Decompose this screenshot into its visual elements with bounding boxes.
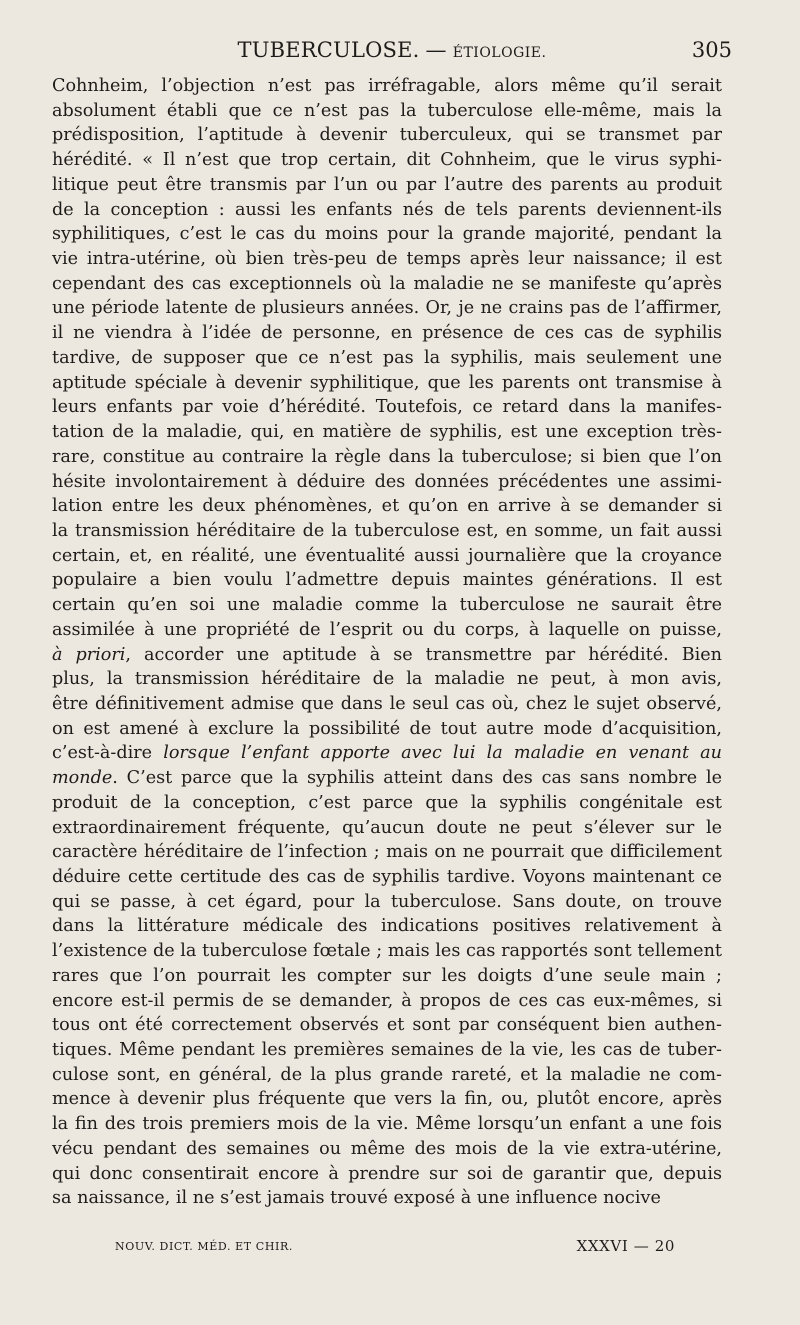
text-line: être définitivement admise que dans le seul cas où, chez le sujet observé, bbox=[52, 693, 722, 714]
footer bbox=[115, 1237, 675, 1257]
running-title bbox=[52, 38, 732, 62]
text-line: qui se passe, à cet égard, pour la tuberculose. Sans doute, on trouve bbox=[52, 891, 722, 912]
text-line: hérédité. « Il n’est que trop certain, dit Cohnheim, que le virus syphi- bbox=[52, 150, 722, 171]
text-line: extraordinairement fréquente, qu’aucun doute ne peut s’élever sur le bbox=[52, 817, 722, 838]
text-line: produit de la conception, c’est parce que la syphilis congénitale est bbox=[52, 792, 722, 813]
text-line: populaire a bien voulu l’admettre depuis maintes générations. Il est bbox=[52, 570, 722, 591]
text-line: vie intra-utérine, où bien très-peu de temps après leur naissance; il est bbox=[52, 249, 722, 270]
text-line: aptitude spéciale à devenir syphilitique, que les parents ont transmise à bbox=[52, 372, 722, 393]
italic-text: monde bbox=[52, 768, 113, 789]
text-line: tiques. Même pendant les premières semaines de la vie, les cas de tuber- bbox=[52, 1040, 722, 1061]
italic-text: à priori bbox=[52, 644, 126, 665]
text-line: culose sont, en général, de la plus grande rareté, et la maladie ne com- bbox=[52, 1064, 722, 1085]
text-line: syphilitiques, c’est le cas du moins pour la grande majorité, pendant la bbox=[52, 224, 722, 245]
text-line bbox=[52, 766, 722, 791]
text-line: de la conception : aussi les enfants nés de tels parents deviennent-ils bbox=[52, 199, 722, 220]
running-header bbox=[52, 34, 732, 68]
text-line: lation entre les deux phénomènes, et qu’on en arrive à se demander si bbox=[52, 496, 722, 517]
text-line: encore est-il permis de se demander, à propos de ces cas eux-mêmes, si bbox=[52, 990, 722, 1011]
text-line: prédisposition, l’aptitude à devenir tuberculeux, qui se transmet par bbox=[52, 125, 722, 146]
text-line: il ne viendra à l’idée de personne, en présence de ces cas de syphilis bbox=[52, 323, 722, 344]
text-line: caractère héréditaire de l’infection ; mais on ne pourrait que difficilement bbox=[52, 842, 722, 863]
body-text bbox=[52, 74, 722, 1211]
text-line: la fin des trois premiers mois de la vie. Même lorsqu’un enfant a une fois bbox=[52, 1114, 722, 1135]
text-line: dans la littérature médicale des indications positives relativement à bbox=[52, 916, 722, 937]
text-line: plus, la transmission héréditaire de la maladie ne peut, à mon avis, bbox=[52, 669, 722, 690]
header-dash: — bbox=[425, 38, 447, 62]
text-line: certain qu’en soi une maladie comme la tuberculose ne saurait être bbox=[52, 595, 722, 616]
text-line: mence à devenir plus fréquente que vers la fin, ou, plutôt encore, après bbox=[52, 1089, 722, 1110]
text-line: hésite involontairement à déduire des données précédentes une assimi- bbox=[52, 471, 722, 492]
header-title: TUBERCULOSE. bbox=[237, 38, 420, 62]
text-line: tous ont été correctement observés et sont par conséquent bien authen- bbox=[52, 1015, 722, 1036]
text-line: rares que l’on pourrait les compter sur les doigts d’une seule main ; bbox=[52, 965, 722, 986]
italic-text: lorsque l’enfant apporte avec lui la maladie en venant au bbox=[163, 743, 722, 764]
footer-left: NOUV. DICT. MÉD. ET CHIR. bbox=[115, 1240, 293, 1253]
text-line: assimilée à une propriété de l’esprit ou du corps, à laquelle on puisse, bbox=[52, 619, 722, 640]
page-number: 305 bbox=[691, 38, 732, 62]
text-line: litique peut être transmis par l’un ou par l’autre des parents au produit bbox=[52, 174, 722, 195]
text-line: leurs enfants par voie d’hérédité. Toutefois, ce retard dans la manifes- bbox=[52, 397, 722, 418]
text-line: la transmission héréditaire de la tuberculose est, en somme, un fait aussi bbox=[52, 520, 722, 541]
text-line bbox=[52, 741, 722, 766]
footer-signature: XXXVI — 20 bbox=[576, 1237, 675, 1255]
text-line: tardive, de supposer que ce n’est pas la syphilis, mais seulement une bbox=[52, 347, 722, 368]
text-line: vécu pendant des semaines ou même des mois de la vie extra-utérine, bbox=[52, 1138, 722, 1159]
text-segment: , accorder une aptitude à se transmettre par hérédité. Bien bbox=[125, 644, 722, 665]
header-subtitle: ÉTIOLOGIE. bbox=[452, 45, 547, 61]
text-line: une période latente de plusieurs années. Or, je ne crains pas de l’affirmer, bbox=[52, 298, 722, 319]
text-line: rare, constitue au contraire la règle dans la tuberculose; si bien que l’on bbox=[52, 446, 722, 467]
text-line: Cohnheim, l’objection n’est pas irréfragable, alors même qu’il serait bbox=[52, 76, 722, 96]
text-line: on est amené à exclure la possibilité de tout autre mode d’acquisition, bbox=[52, 718, 722, 739]
text-line: certain, et, en réalité, une éventualité aussi journalière que la croyance bbox=[52, 545, 722, 566]
text-line: qui donc consentirait encore à prendre sur soi de garantir que, depuis bbox=[52, 1163, 722, 1184]
text-line: absolument établi que ce n’est pas la tuberculose elle-même, mais la bbox=[52, 100, 722, 121]
text-line: cependant des cas exceptionnels où la maladie ne se manifeste qu’après bbox=[52, 273, 722, 294]
text-line: tation de la maladie, qui, en matière de syphilis, est une exception très- bbox=[52, 422, 722, 443]
text-segment: . C’est parce que la syphilis atteint dans des cas sans nombre le bbox=[112, 768, 722, 789]
text-line bbox=[52, 643, 722, 668]
text-line: déduire cette certitude des cas de syphilis tardive. Voyons maintenant ce bbox=[52, 867, 722, 887]
text-line: l’existence de la tuberculose fœtale ; mais les cas rapportés sont tellement bbox=[52, 941, 722, 962]
text-segment: c’est-à-dire bbox=[52, 743, 164, 764]
text-line: sa naissance, il ne s’est jamais trouvé exposé à une influence nocive bbox=[52, 1188, 661, 1209]
